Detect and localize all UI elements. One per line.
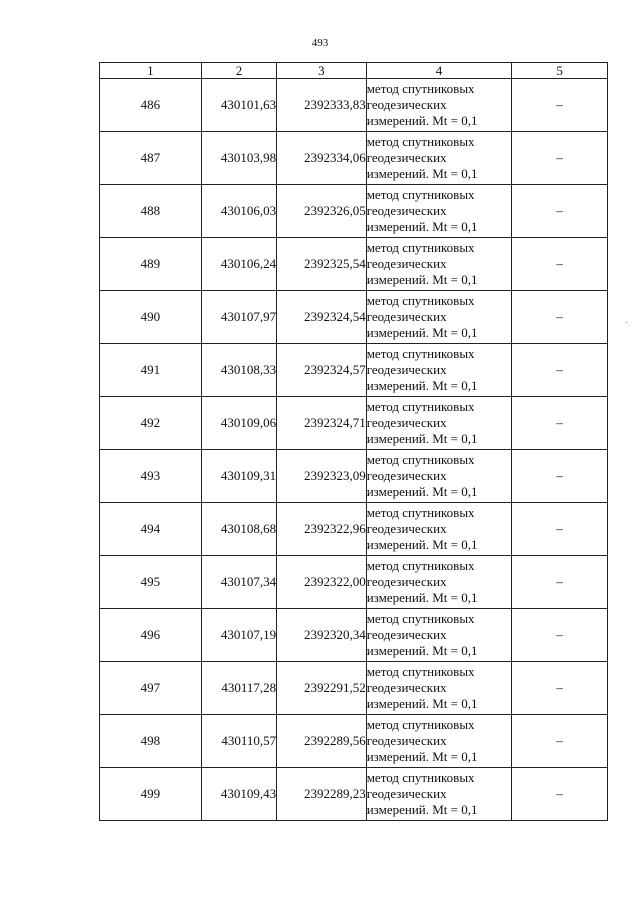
table-row bbox=[100, 238, 608, 291]
y-coordinate-cell: 2392322,00 bbox=[277, 556, 367, 609]
method-line: геодезических bbox=[366, 521, 447, 536]
method-cell bbox=[366, 609, 512, 662]
method-line: геодезических bbox=[366, 574, 447, 589]
method-line: измерений. Mt = 0,1 bbox=[366, 590, 478, 605]
method-line: метод спутниковых bbox=[366, 134, 475, 149]
header-col-5: 5 bbox=[512, 63, 608, 79]
y-coordinate-cell: 2392324,54 bbox=[277, 291, 367, 344]
method-line: метод спутниковых bbox=[366, 293, 475, 308]
y-coordinate-cell: 2392324,71 bbox=[277, 397, 367, 450]
method-line: измерений. Mt = 0,1 bbox=[366, 431, 478, 446]
method-line: геодезических bbox=[366, 733, 447, 748]
method-line: метод спутниковых bbox=[366, 240, 475, 255]
method-line: геодезических bbox=[366, 415, 447, 430]
point-number-cell: 488 bbox=[100, 185, 202, 238]
method-line: измерений. Mt = 0,1 bbox=[366, 166, 478, 181]
point-number-cell: 494 bbox=[100, 503, 202, 556]
scan-speck bbox=[626, 322, 627, 323]
method-line: метод спутниковых bbox=[366, 187, 475, 202]
y-coordinate-cell: 2392325,54 bbox=[277, 238, 367, 291]
note-cell: – bbox=[512, 238, 608, 291]
method-line: геодезических bbox=[366, 150, 447, 165]
table-row bbox=[100, 662, 608, 715]
note-cell: – bbox=[512, 79, 608, 132]
method-line: измерений. Mt = 0,1 bbox=[366, 696, 478, 711]
table-row bbox=[100, 450, 608, 503]
x-coordinate-cell: 430109,43 bbox=[201, 768, 276, 821]
method-line: метод спутниковых bbox=[366, 399, 475, 414]
y-coordinate-cell: 2392333,83 bbox=[277, 79, 367, 132]
method-line: метод спутниковых bbox=[366, 452, 475, 467]
header-col-1: 1 bbox=[100, 63, 202, 79]
y-coordinate-cell: 2392291,52 bbox=[277, 662, 367, 715]
method-cell bbox=[366, 132, 512, 185]
method-cell bbox=[366, 291, 512, 344]
y-coordinate-cell: 2392324,57 bbox=[277, 344, 367, 397]
header-row bbox=[100, 63, 608, 79]
note-cell: – bbox=[512, 185, 608, 238]
point-number-cell: 490 bbox=[100, 291, 202, 344]
method-line: измерений. Mt = 0,1 bbox=[366, 484, 478, 499]
table-row bbox=[100, 556, 608, 609]
method-line: измерений. Mt = 0,1 bbox=[366, 272, 478, 287]
point-number-cell: 493 bbox=[100, 450, 202, 503]
point-number-cell: 492 bbox=[100, 397, 202, 450]
table-row bbox=[100, 397, 608, 450]
table-row bbox=[100, 768, 608, 821]
coordinates-table bbox=[99, 62, 608, 821]
x-coordinate-cell: 430108,33 bbox=[201, 344, 276, 397]
method-line: геодезических bbox=[366, 468, 447, 483]
note-cell: – bbox=[512, 556, 608, 609]
method-line: геодезических bbox=[366, 256, 447, 271]
method-line: метод спутниковых bbox=[366, 505, 475, 520]
method-line: геодезических bbox=[366, 362, 447, 377]
method-cell bbox=[366, 662, 512, 715]
method-line: измерений. Mt = 0,1 bbox=[366, 325, 478, 340]
table-row bbox=[100, 291, 608, 344]
note-cell: – bbox=[512, 662, 608, 715]
method-cell bbox=[366, 238, 512, 291]
method-line: метод спутниковых bbox=[366, 664, 475, 679]
method-line: метод спутниковых bbox=[366, 770, 475, 785]
header-col-3: 3 bbox=[277, 63, 367, 79]
x-coordinate-cell: 430101,63 bbox=[201, 79, 276, 132]
method-line: метод спутниковых bbox=[366, 558, 475, 573]
y-coordinate-cell: 2392322,96 bbox=[277, 503, 367, 556]
table-row bbox=[100, 132, 608, 185]
note-cell: – bbox=[512, 768, 608, 821]
point-number-cell: 489 bbox=[100, 238, 202, 291]
x-coordinate-cell: 430117,28 bbox=[201, 662, 276, 715]
note-cell: – bbox=[512, 503, 608, 556]
method-cell bbox=[366, 503, 512, 556]
method-cell bbox=[366, 556, 512, 609]
y-coordinate-cell: 2392289,23 bbox=[277, 768, 367, 821]
method-line: метод спутниковых bbox=[366, 611, 475, 626]
method-line: измерений. Mt = 0,1 bbox=[366, 749, 478, 764]
y-coordinate-cell: 2392323,09 bbox=[277, 450, 367, 503]
y-coordinate-cell: 2392334,06 bbox=[277, 132, 367, 185]
note-cell: – bbox=[512, 609, 608, 662]
note-cell: – bbox=[512, 450, 608, 503]
x-coordinate-cell: 430108,68 bbox=[201, 503, 276, 556]
method-line: геодезических bbox=[366, 680, 447, 695]
method-line: геодезических bbox=[366, 786, 447, 801]
table-row bbox=[100, 79, 608, 132]
method-line: метод спутниковых bbox=[366, 717, 475, 732]
method-line: измерений. Mt = 0,1 bbox=[366, 643, 478, 658]
point-number-cell: 499 bbox=[100, 768, 202, 821]
header-col-2: 2 bbox=[201, 63, 276, 79]
x-coordinate-cell: 430107,19 bbox=[201, 609, 276, 662]
method-cell bbox=[366, 79, 512, 132]
x-coordinate-cell: 430106,24 bbox=[201, 238, 276, 291]
method-line: метод спутниковых bbox=[366, 346, 475, 361]
y-coordinate-cell: 2392320,34 bbox=[277, 609, 367, 662]
point-number-cell: 491 bbox=[100, 344, 202, 397]
method-line: геодезических bbox=[366, 203, 447, 218]
method-line: измерений. Mt = 0,1 bbox=[366, 219, 478, 234]
method-cell bbox=[366, 715, 512, 768]
table-row bbox=[100, 715, 608, 768]
x-coordinate-cell: 430107,97 bbox=[201, 291, 276, 344]
note-cell: – bbox=[512, 291, 608, 344]
x-coordinate-cell: 430109,31 bbox=[201, 450, 276, 503]
table-body bbox=[100, 79, 608, 821]
page-number: 493 bbox=[311, 37, 329, 49]
x-coordinate-cell: 430106,03 bbox=[201, 185, 276, 238]
table-row bbox=[100, 609, 608, 662]
x-coordinate-cell: 430107,34 bbox=[201, 556, 276, 609]
point-number-cell: 486 bbox=[100, 79, 202, 132]
x-coordinate-cell: 430110,57 bbox=[201, 715, 276, 768]
method-line: геодезических bbox=[366, 97, 447, 112]
method-line: геодезических bbox=[366, 627, 447, 642]
method-line: измерений. Mt = 0,1 bbox=[366, 113, 478, 128]
point-number-cell: 498 bbox=[100, 715, 202, 768]
method-line: измерений. Mt = 0,1 bbox=[366, 537, 478, 552]
table-header bbox=[100, 63, 608, 79]
note-cell: – bbox=[512, 132, 608, 185]
method-cell bbox=[366, 450, 512, 503]
x-coordinate-cell: 430103,98 bbox=[201, 132, 276, 185]
method-cell bbox=[366, 344, 512, 397]
method-line: измерений. Mt = 0,1 bbox=[366, 378, 478, 393]
table-row bbox=[100, 344, 608, 397]
x-coordinate-cell: 430109,06 bbox=[201, 397, 276, 450]
header-col-4: 4 bbox=[366, 63, 512, 79]
table-row bbox=[100, 503, 608, 556]
method-line: геодезических bbox=[366, 309, 447, 324]
note-cell: – bbox=[512, 715, 608, 768]
method-cell bbox=[366, 185, 512, 238]
method-cell bbox=[366, 768, 512, 821]
point-number-cell: 495 bbox=[100, 556, 202, 609]
y-coordinate-cell: 2392326,05 bbox=[277, 185, 367, 238]
y-coordinate-cell: 2392289,56 bbox=[277, 715, 367, 768]
method-line: измерений. Mt = 0,1 bbox=[366, 802, 478, 817]
point-number-cell: 487 bbox=[100, 132, 202, 185]
method-cell bbox=[366, 397, 512, 450]
note-cell: – bbox=[512, 397, 608, 450]
method-line: метод спутниковых bbox=[366, 81, 475, 96]
table-row bbox=[100, 185, 608, 238]
point-number-cell: 496 bbox=[100, 609, 202, 662]
point-number-cell: 497 bbox=[100, 662, 202, 715]
note-cell: – bbox=[512, 344, 608, 397]
